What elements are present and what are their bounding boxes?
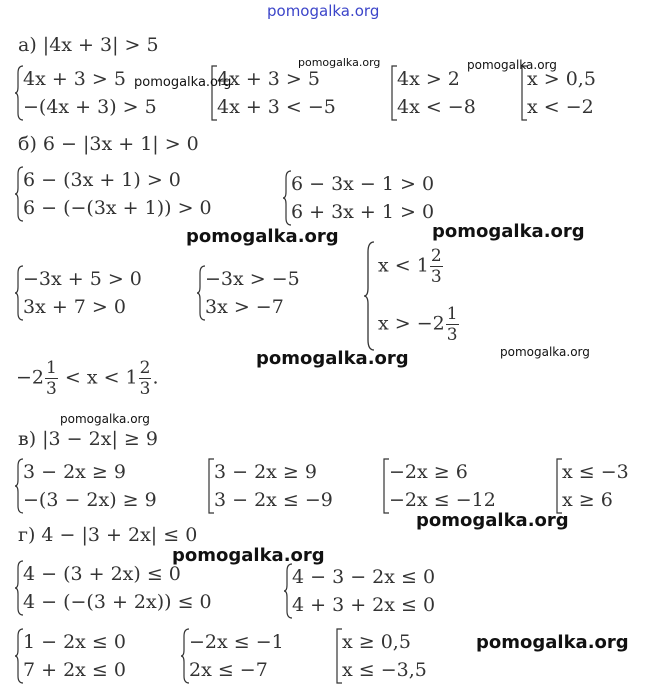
part-a-heading (18, 34, 159, 56)
answer-part: −2 (16, 366, 45, 389)
fraction (430, 246, 443, 287)
equation-line: 4x > 2 (397, 68, 460, 90)
watermark: pomogalka.org (60, 412, 150, 426)
brace-icon (282, 170, 292, 226)
part-b-system-1 (14, 166, 212, 222)
brace-icon (283, 563, 293, 619)
part-a-system-2 (208, 65, 336, 121)
equation-line: −(3 − 2x) ≥ 9 (23, 489, 157, 511)
equation-line: 4x + 3 < −5 (217, 96, 336, 118)
bracket-icon (388, 65, 398, 121)
equation-line: x ≤ −3 (562, 461, 629, 483)
part-g-system-1 (14, 560, 212, 616)
equation-line: x ≤ −3,5 (342, 659, 427, 681)
numerator: 2 (139, 358, 151, 378)
equation-line: 3 − 2x ≤ −9 (214, 489, 333, 511)
bracket-icon (205, 458, 215, 514)
equation-line: x < −2 (527, 96, 594, 118)
fraction-inequality-1 (378, 246, 444, 287)
equation-line: 3 − 2x ≥ 9 (214, 461, 317, 483)
part-a-system-1 (14, 65, 157, 121)
inequality-text: x < 1 (378, 254, 429, 277)
equation-line: −2x ≥ 6 (389, 461, 468, 483)
part-b-condition: 6 − |3x + 1| > 0 (42, 133, 199, 155)
part-g-system-5 (333, 628, 427, 684)
bracket-icon (518, 65, 528, 121)
bracket-icon (380, 458, 390, 514)
part-g-condition: 4 − |3 + 2x| ≤ 0 (41, 524, 198, 546)
part-b-label: б) (18, 133, 37, 155)
fraction (45, 358, 58, 399)
part-b-system-4 (196, 265, 300, 321)
bracket-icon (208, 65, 218, 121)
equation-line: 3x + 7 > 0 (23, 296, 126, 318)
watermark: pomogalka.org (172, 545, 325, 566)
equation-line: 6 + 3x + 1 > 0 (291, 201, 435, 223)
brace-icon (14, 458, 24, 514)
equation-line: 4 − (−(3 + 2x)) ≤ 0 (23, 591, 212, 613)
watermark: pomogalka.org (256, 348, 409, 369)
numerator: 2 (430, 246, 442, 266)
equation-line: 4 + 3 + 2x ≤ 0 (292, 594, 436, 616)
equation-line: x ≥ 6 (562, 489, 613, 511)
part-v-system-1 (14, 458, 157, 514)
fraction-inequality-2 (378, 304, 460, 345)
numerator: 1 (46, 358, 57, 378)
part-b-system-3 (14, 265, 142, 321)
fraction (446, 304, 459, 345)
watermark: pomogalka.org (186, 226, 339, 247)
equation-line: −3x + 5 > 0 (23, 268, 142, 290)
equation-line: −(4x + 3) > 5 (23, 96, 157, 118)
part-v-condition: |3 − 2x| ≥ 9 (42, 428, 158, 450)
equation-line: 1 − 2x ≤ 0 (23, 631, 126, 653)
part-a-system-4 (518, 65, 596, 121)
numerator: 1 (446, 304, 458, 324)
watermark: pomogalka.org (134, 75, 232, 90)
equation-line: x > 0,5 (527, 68, 596, 90)
part-g-system-2 (283, 563, 435, 619)
brace-icon (14, 560, 24, 616)
bracket-icon (333, 628, 343, 684)
part-a-system-3 (388, 65, 476, 121)
answer-part: < x < 1 (58, 366, 138, 389)
equation-line: 3 − 2x ≥ 9 (23, 461, 126, 483)
equation-line: −2x ≤ −12 (389, 489, 496, 511)
denominator: 3 (139, 379, 151, 399)
part-v-system-4 (553, 458, 629, 514)
equation-line: 4x + 3 > 5 (23, 68, 126, 90)
part-g-label: г) (18, 524, 36, 546)
brace-icon (196, 265, 206, 321)
equation-line: 4x + 3 > 5 (217, 68, 320, 90)
equation-line: x ≥ 0,5 (342, 631, 411, 653)
equation-line: 6 − (−(3x + 1)) > 0 (23, 197, 212, 219)
watermark: pomogalka.org (432, 221, 585, 242)
watermark: pomogalka.org (298, 56, 381, 69)
brace-icon (362, 240, 376, 352)
equation-line: 4x < −8 (397, 96, 476, 118)
fraction (139, 358, 152, 399)
equation-line: 2x ≤ −7 (189, 659, 268, 681)
equation-line: 3x > −7 (205, 296, 284, 318)
equation-line: 6 − (3x + 1) > 0 (23, 169, 181, 191)
watermark: pomogalka.org (467, 58, 557, 72)
equation-line: −2x ≤ −1 (189, 631, 284, 653)
part-b-heading (18, 133, 199, 155)
part-g-system-4 (180, 628, 284, 684)
brace-icon (14, 166, 24, 222)
bracket-icon (553, 458, 563, 514)
denominator: 3 (46, 379, 57, 399)
brace-icon (180, 628, 190, 684)
part-g-system-3 (14, 628, 126, 684)
answer-part: . (152, 366, 159, 389)
part-v-system-2 (205, 458, 333, 514)
watermark: pomogalka.org (476, 632, 629, 653)
brace-icon (14, 628, 24, 684)
inequality-text: x > −2 (378, 312, 445, 335)
equation-line: 4 − (3 + 2x) ≤ 0 (23, 563, 181, 585)
part-a-label: а) (18, 34, 37, 56)
part-v-heading (18, 428, 158, 450)
equation-line: 4 − 3 − 2x ≤ 0 (292, 566, 436, 588)
part-a-condition: |4x + 3| > 5 (42, 34, 159, 56)
part-g-heading (18, 524, 197, 546)
denominator: 3 (430, 267, 442, 287)
part-b-system-2 (282, 170, 434, 226)
top-watermark: pomogalka.org (267, 2, 380, 20)
part-v-label: в) (18, 428, 37, 450)
equation-line: 6 − 3x − 1 > 0 (291, 173, 435, 195)
part-b-answer (16, 358, 159, 399)
watermark: pomogalka.org (500, 345, 590, 359)
equation-line: 7 + 2x ≤ 0 (23, 659, 126, 681)
watermark: pomogalka.org (416, 510, 569, 531)
equation-line: −3x > −5 (205, 268, 300, 290)
part-b-system-5 (362, 240, 492, 352)
brace-icon (14, 265, 24, 321)
part-v-system-3 (380, 458, 496, 514)
denominator: 3 (446, 325, 458, 345)
brace-icon (14, 65, 24, 121)
